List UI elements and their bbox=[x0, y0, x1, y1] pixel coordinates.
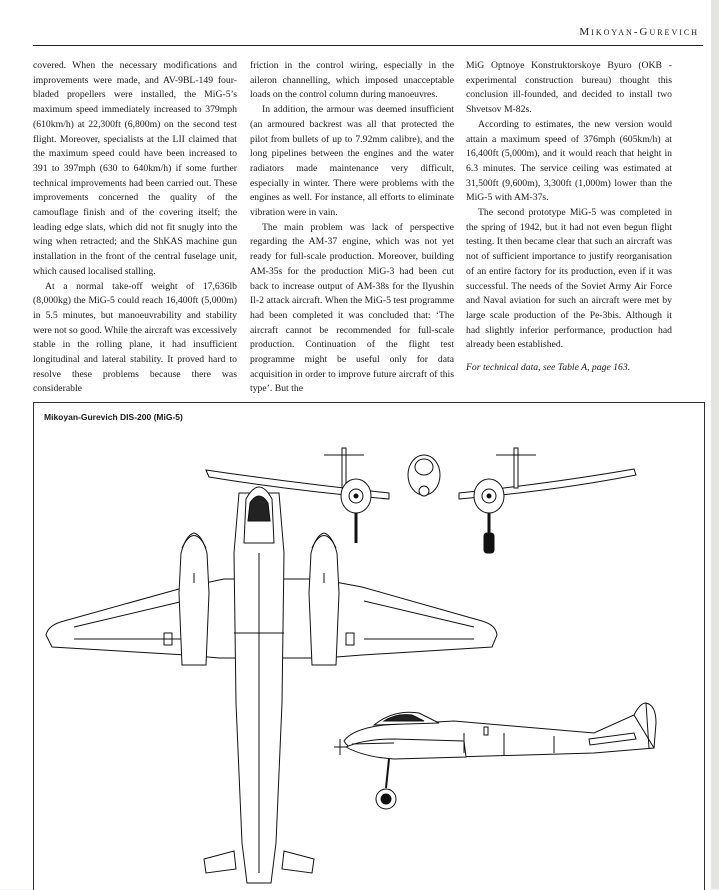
aircraft-line-drawing bbox=[34, 403, 704, 890]
text-column-2 bbox=[250, 59, 454, 397]
header-rule bbox=[33, 45, 703, 46]
technical-data-note: For technical data, see Table A, page 163. bbox=[466, 362, 631, 374]
paragraph: The second prototype MiG-5 was completed in the spring of 1942, but it had not even begun flight testing. It then became clear that such an aircraft was not of sufficient importance to justify reorganisation of an entire factory for its production, even if it was successful. The needs of the Soviet Army Air Force and Naval aviation for such an aircraft were met by large scale production of the Pe-3bis. Although it had slightly inferior performance, production had already been established. bbox=[466, 207, 672, 351]
paragraph: At a normal take-off weight of 17,636lb (8,000kg) the MiG-5 could reach 16,400ft (5,000m) in 5.5 minutes, but manoeuvrability and stability were not so good. While the aircraft was excessively stable in the rolling plane, it had insufficient longitudinal and lateral stability. It proved hard to resolve these problems because there was considerable bbox=[33, 280, 237, 395]
text-column-1 bbox=[33, 59, 237, 397]
page-edge-strip bbox=[711, 0, 719, 889]
running-head: Mikoyan-Gurevich bbox=[579, 26, 699, 38]
side-view-drawing bbox=[334, 703, 656, 809]
figure-caption: Mikoyan-Gurevich DIS-200 (MiG-5) bbox=[44, 412, 183, 422]
text-column-3 bbox=[466, 59, 672, 376]
paragraph: MiG Optnoye Konstruktorskoye Byuro (OKB - experimental construction bureau) thought this conclusion ill-founded, and decided to install two Shvetsov M-82s. bbox=[466, 60, 672, 116]
paragraph: In addition, the armour was deemed insufficient (an armoured backrest was all that protected the pilot from bullets of up to 7.92mm calibre), and the long pipelines between the engines and the water radiators made maintenance very difficult, especially in winter. There were problems with the engines as well. For instance, all efforts to eliminate vibration were in vain. bbox=[250, 104, 454, 219]
paragraph: The main problem was lack of perspective regarding the AM-37 engine, which was not yet ready for full-scale production. Moreover, building AM-35s for the production MiG-3 had been cut back to increase output of AM-38s for the Ilyushin Il-2 attack aircraft. When the MiG-5 test programme had been completed it was concluded that: ‘The aircraft cannot be recommended for full-scale production. Continuation of the flight test programme might be useful only for data acquisition in order to improve future aircraft of this type’. But the bbox=[250, 221, 454, 395]
plan-view-drawing bbox=[46, 487, 497, 883]
aircraft-drawing-figure bbox=[33, 402, 705, 890]
paragraph: According to estimates, the new version would attain a maximum speed of 376mph (605km/h) at 16,400ft (5,000m), and it would reach that height in 6.3 minutes. The service ceiling was estimated at 31,500ft (9,600m), 3,300ft (1,000m) lower than the MiG-5 with AM-37s. bbox=[466, 118, 672, 204]
paragraph: covered. When the necessary modifications and improvements were made, and AV-9BL-149 four-bladed propellers were installed, the MiG-5’s maximum speed immediately increased to 379mph (610km/h) at 22,300ft (6,800m) on the second test flight. Moreover, specialists at the LII claimed that the maximum speed could have been increased to 391 to 397mph (630 to 640km/h) if some further technical improvements had been carried out. These improvements concerned the quality of the camouflage finish and of the covering itself; the leading edge slats, which did not fit snugly into the wing when retracted; and the ShKAS machine gun installation in the front of the central fuselage unit, which caused localised stalling. bbox=[33, 60, 237, 277]
paragraph: friction in the control wiring, especially in the aileron channelling, which imposed unacceptable loads on the control column during manoeuvres. bbox=[250, 60, 454, 101]
